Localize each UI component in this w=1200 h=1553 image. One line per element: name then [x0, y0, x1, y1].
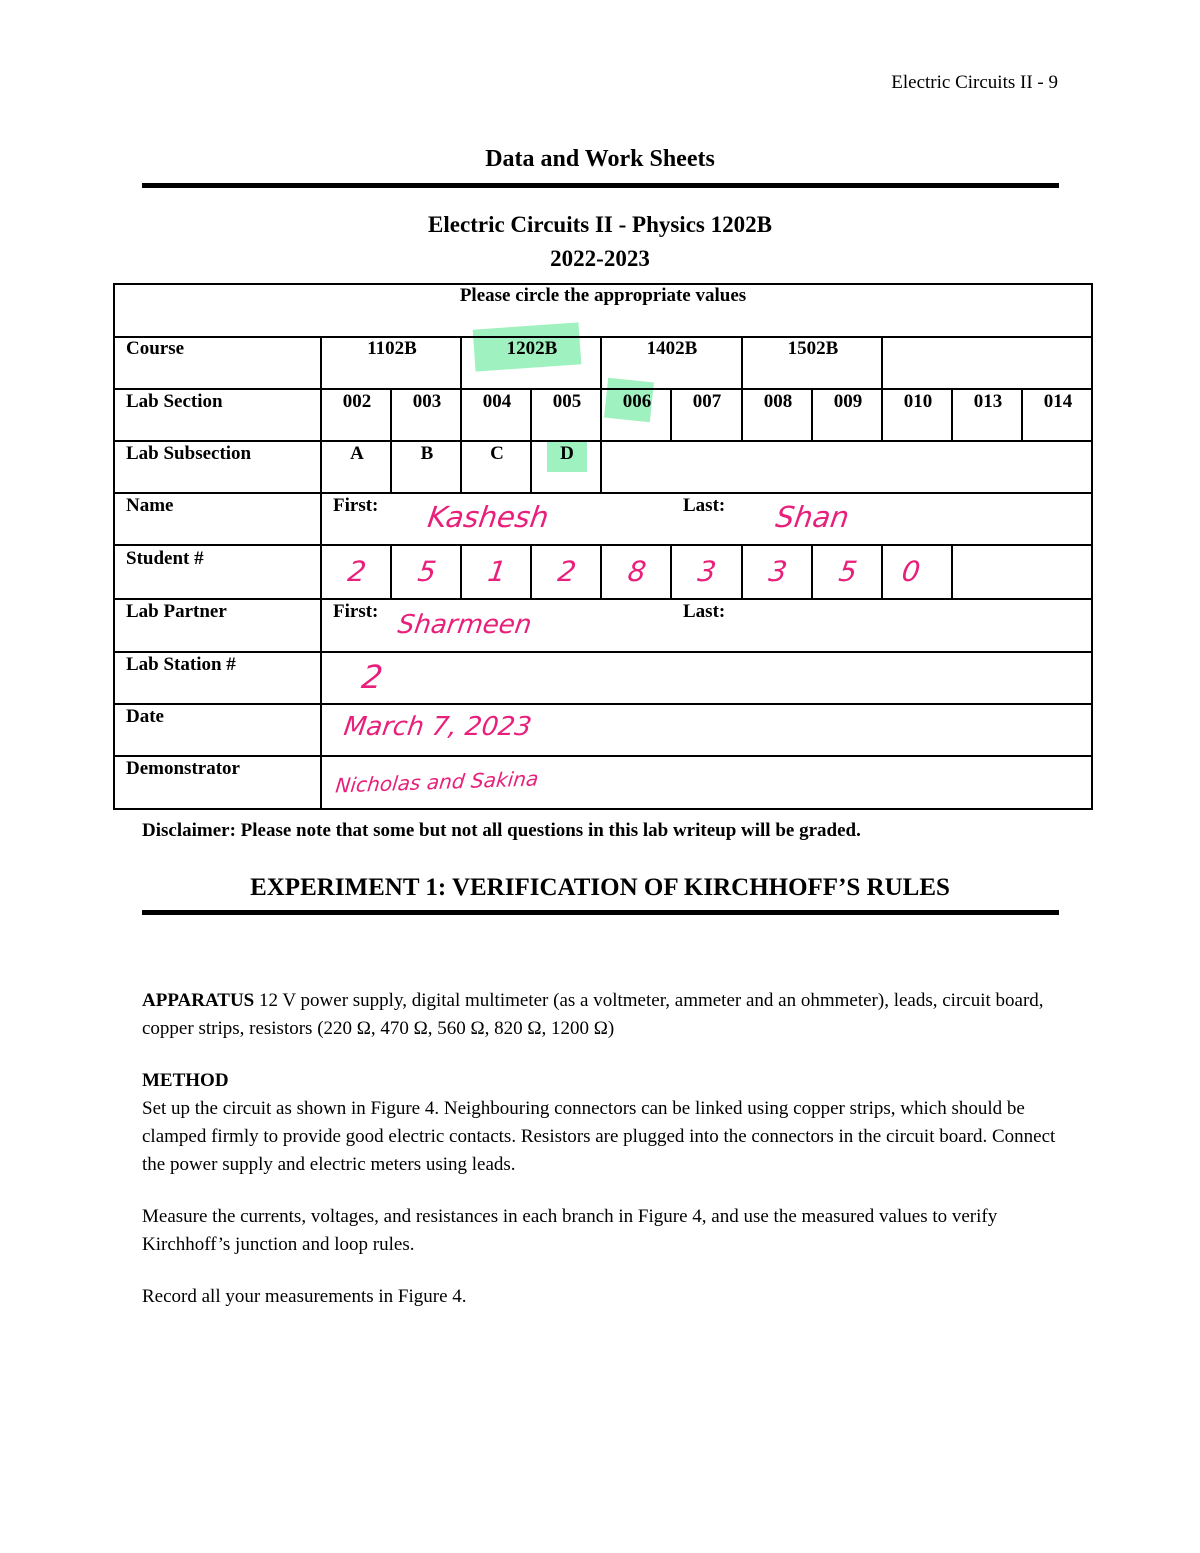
student-digit[interactable]: 3 [766, 555, 790, 588]
form-instruction: Please circle the appropriate values [459, 285, 747, 306]
course-option[interactable]: 1402B [646, 338, 698, 359]
student-digit[interactable]: 5 [836, 555, 860, 588]
experiment-rule [142, 910, 1059, 915]
first-name-value[interactable]: Kashesh [425, 500, 551, 534]
name-first-label: First: [333, 495, 379, 516]
lab-subsection-label: Lab Subsection [126, 443, 252, 464]
apparatus-heading: APPARATUS [142, 990, 255, 1011]
student-digit[interactable]: 2 [345, 555, 369, 588]
disclaimer: Disclaimer: Please note that some but not all questions in this lab writeup will be graded. [142, 820, 861, 841]
page-header: Electric Circuits II - 9 [891, 72, 1058, 93]
subsection-option[interactable]: B [420, 443, 434, 464]
name-last-label: Last: [683, 495, 726, 516]
date-label: Date [126, 706, 164, 727]
lab-station-value[interactable]: 2 [359, 658, 386, 696]
lab-section-label: Lab Section [126, 391, 223, 412]
demonstrator-label: Demonstrator [126, 758, 240, 779]
student-digit[interactable]: 1 [485, 555, 509, 588]
academic-year: 2022-2023 [550, 246, 650, 271]
title-rule [142, 183, 1059, 188]
student-digit[interactable]: 3 [695, 555, 719, 588]
course-label: Course [126, 338, 185, 359]
method-paragraph: Record all your measurements in Figure 4. [142, 1286, 467, 1307]
section-option[interactable]: 013 [973, 391, 1003, 412]
section-option[interactable]: 005 [552, 391, 582, 412]
partner-first-label: First: [333, 601, 379, 622]
course-option[interactable]: 1102B [367, 338, 417, 359]
subsection-option[interactable]: A [350, 443, 364, 464]
method-paragraph: Measure the currents, voltages, and resistances in each branch in Figure 4, and use the measured values to verify Kirchhoff’s junction and loop rules. [142, 1206, 998, 1255]
section-option[interactable]: 007 [692, 391, 722, 412]
course-option[interactable]: 1202B [506, 338, 558, 359]
course-title: Electric Circuits II - Physics 1202B [428, 212, 772, 237]
subsection-option[interactable]: D [560, 443, 574, 464]
section-option[interactable]: 002 [342, 391, 372, 412]
section-option[interactable]: 004 [482, 391, 512, 412]
student-digit[interactable]: 0 [899, 555, 923, 588]
last-name-value[interactable]: Shan [773, 500, 852, 534]
apparatus-section [142, 987, 1082, 1043]
lab-partner-label: Lab Partner [126, 601, 227, 622]
section-option[interactable]: 008 [763, 391, 793, 412]
method-paragraph: Set up the circuit as shown in Figure 4. Neighbouring connectors can be linked using copper strips, which should be clamped firmly to provide good electric contacts. Resistors are plugged into the connectors in the circuit board. Connect the power supply and electric meters using leads. [142, 1098, 1056, 1175]
student-number-label: Student # [126, 548, 204, 569]
apparatus-text: 12 V power supply, digital multimeter (as a voltmeter, ammeter and an ohmmeter), leads, circuit board, copper strips, resistors (220 Ω, 470 Ω, 560 Ω, 820 Ω, 1200 Ω) [142, 990, 1044, 1039]
lab-station-label: Lab Station # [126, 654, 236, 675]
section-option[interactable]: 009 [833, 391, 863, 412]
section-option[interactable]: 006 [622, 391, 652, 412]
experiment-title: EXPERIMENT 1: VERIFICATION OF KIRCHHOFF’S RULES [250, 874, 950, 901]
section-option[interactable]: 010 [903, 391, 933, 412]
date-value[interactable]: March 7, 2023 [341, 712, 534, 742]
student-digit[interactable]: 5 [415, 555, 439, 588]
student-digit[interactable]: 2 [555, 555, 579, 588]
section-option[interactable]: 014 [1043, 391, 1073, 412]
subsection-option[interactable]: C [490, 443, 504, 464]
partner-last-label: Last: [683, 601, 726, 622]
demonstrator-value[interactable]: Nicholas and Sakina [334, 766, 540, 798]
course-option[interactable]: 1502B [787, 338, 839, 359]
student-digit[interactable]: 8 [625, 555, 649, 588]
method-heading: METHOD [142, 1070, 229, 1091]
name-label: Name [126, 495, 174, 516]
partner-first-value[interactable]: Sharmeen [395, 610, 534, 640]
section-option[interactable]: 003 [412, 391, 442, 412]
page-title: Data and Work Sheets [485, 146, 715, 172]
